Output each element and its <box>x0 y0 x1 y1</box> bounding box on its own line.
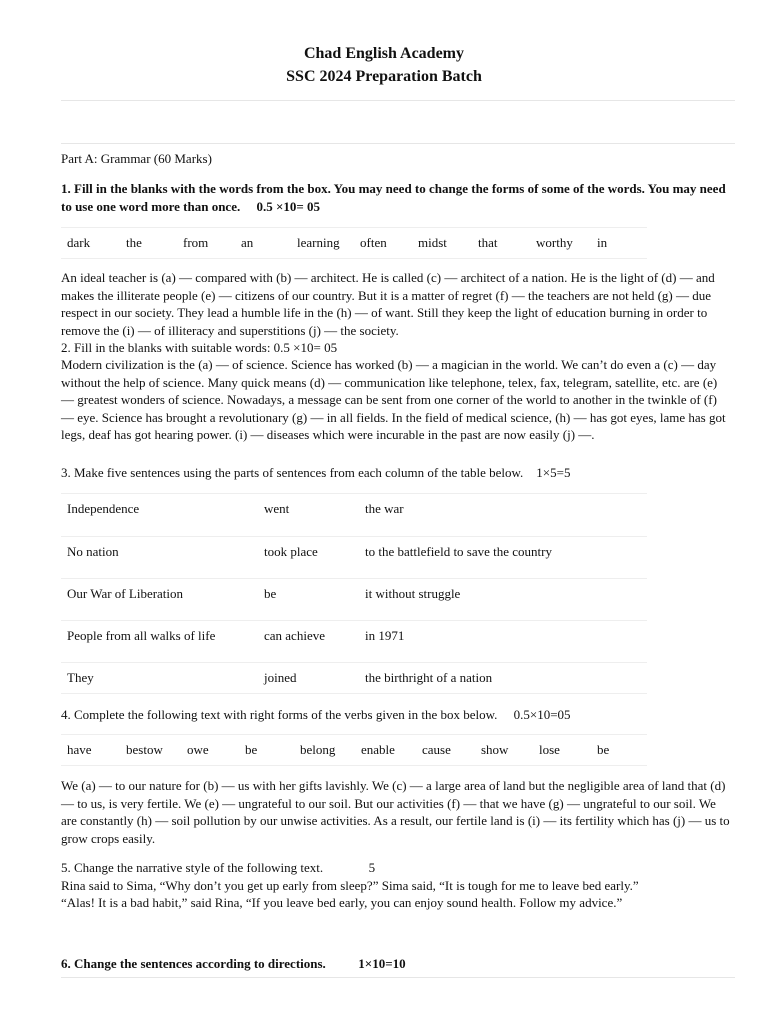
q2-instruction: 2. Fill in the blanks with suitable words: 0.5 ×10= 05 <box>61 340 338 355</box>
q5-instruction: 5. Change the narrative style of the following text. 5 <box>61 860 376 875</box>
q2-passage: Modern civilization is the (a) — of science. Science has worked (b) — a magician in the world. We can’t do even a (c) — day without the help of science. Many quick means (d) — communication like telephone, telex, fax, telegram, satellite, etc. are (e) — greatest wonders of science. Nowadays, a message can be sent from one corner of the world to another in the twinkle of (f) — eye. Science has brought a revolutionary (g) — in all fields. In the field of medical science, (h) — has got eyes, lame has got legs, deaf has got hearing power. (i) — diseases which were incurable in the past are now easily (j) —. <box>61 357 726 442</box>
q1-passage: An ideal teacher is (a) — compared with (b) — architect. He is called (c) — architect of a nation. He is the light of (d) — and makes the illiterate people (e) — citizens of our country. But it is a matter of regret (f) — the teachers are not held (g) — due respect in our society. They lead a humble life in the (h) — of want. Still they keep the light of education burning in order to remove the (i) — of illiteracy and superstitions (j) — the society. <box>61 270 715 338</box>
q3-row-line <box>61 578 647 579</box>
q3-cell: the war <box>365 501 404 516</box>
q4-word: cause <box>422 742 451 757</box>
q4-box-top <box>61 734 647 735</box>
q3-cell: They <box>67 670 94 685</box>
q4-box-bottom <box>61 765 647 766</box>
q3-cell: to the battlefield to save the country <box>365 544 552 559</box>
q3-cell: People from all walks of life <box>67 628 216 643</box>
section-divider <box>61 143 735 144</box>
q3-cell: Independence <box>67 501 140 516</box>
q3-cell: can achieve <box>264 628 325 643</box>
q3-row-line <box>61 693 647 694</box>
q1-word: often <box>360 235 387 250</box>
q6-instruction: 6. Change the sentences according to directions. 1×10=10 <box>61 956 406 971</box>
q3-cell: went <box>264 501 290 516</box>
q4-word: belong <box>300 742 336 757</box>
footer-divider <box>61 977 735 978</box>
academy-title: Chad English Academy <box>303 45 465 62</box>
q3-cell: be <box>264 586 277 601</box>
q4-word: be <box>597 742 610 757</box>
q4-word: have <box>67 742 92 757</box>
q3-cell: in 1971 <box>365 628 405 643</box>
q3-cell: joined <box>264 670 297 685</box>
q3-cell: took place <box>264 544 318 559</box>
q1-word: that <box>478 235 498 250</box>
q1-word: the <box>126 235 142 250</box>
q4-word: bestow <box>126 742 163 757</box>
q4-passage: We (a) — to our nature for (b) — us with her gifts lavishly. We (c) — a large area of land but the negligible area of land that (d) — to us, is very fertile. We (e) — ungrateful to our soil. But our activities (f) — that we have (g) — ungrateful to our soil. We are constantly (h) — soil pollution by our unwise activities. As a result, our fertile land is (i) — its fertility which has (j) — us to grow crops easily. <box>61 778 730 846</box>
q3-row-line <box>61 620 647 621</box>
q5-text-line2: “Alas! It is a bad habit,” said Rina, “If you leave bed early, you can enjoy sound health. Follow my advice.” <box>61 895 623 910</box>
q1-word: learning <box>297 235 340 250</box>
q1-word: midst <box>418 235 447 250</box>
q3-row-line <box>61 493 647 494</box>
q1-box-bottom <box>61 258 647 259</box>
q1-word: worthy <box>536 235 573 250</box>
q3-cell: the birthright of a nation <box>365 670 493 685</box>
q1-word: in <box>597 235 608 250</box>
q3-instruction: 3. Make five sentences using the parts of sentences from each column of the table below. 1×5=5 <box>61 465 571 480</box>
q5-text-line1: Rina said to Sima, “Why don’t you get up early from sleep?” Sima said, “It is tough for me to leave bed early.” <box>61 878 639 893</box>
q1-word: from <box>183 235 209 250</box>
q3-cell: it without struggle <box>365 586 461 601</box>
q3-cell: Our War of Liberation <box>67 586 184 601</box>
q3-row-line <box>61 662 647 663</box>
q3-row-line <box>61 536 647 537</box>
q1-word: dark <box>67 235 91 250</box>
q1-word: an <box>241 235 254 250</box>
q4-word: be <box>245 742 258 757</box>
q4-word: owe <box>187 742 209 757</box>
q1-box-top <box>61 227 647 228</box>
q4-word: show <box>481 742 509 757</box>
q4-word: lose <box>539 742 560 757</box>
batch-title: SSC 2024 Preparation Batch <box>286 68 482 85</box>
q3-cell: No nation <box>67 544 119 559</box>
q4-instruction: 4. Complete the following text with right forms of the verbs given in the box below. 0.5×10=05 <box>61 707 571 722</box>
q1-instruction: 1. Fill in the blanks with the words from the box. You may need to change the forms of some of the words. You may need to use one word more than once. 0.5 ×10= 05 <box>61 181 726 214</box>
q4-word: enable <box>361 742 395 757</box>
header-divider <box>61 100 735 101</box>
part-a-heading: Part A: Grammar (60 Marks) <box>61 151 212 166</box>
